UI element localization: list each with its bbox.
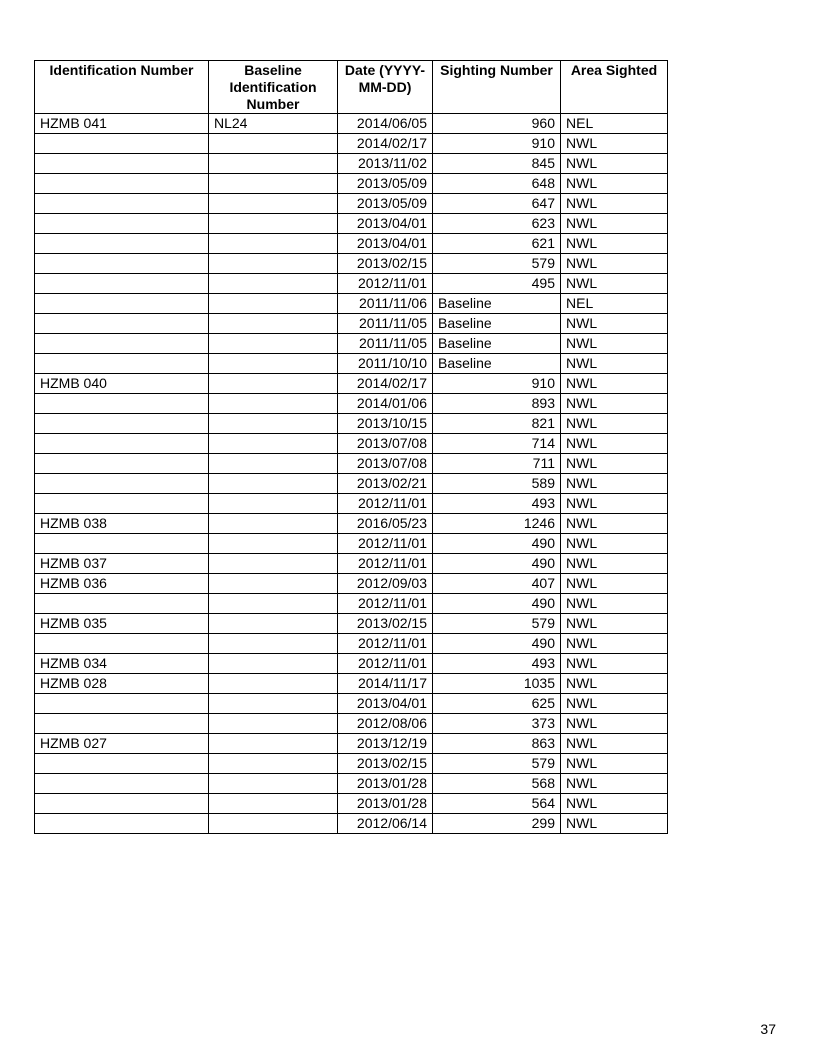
table-row — [35, 274, 668, 294]
table-row — [35, 214, 668, 234]
cell-baseline-id — [209, 594, 338, 614]
cell-sighting-number: 493 — [433, 654, 561, 674]
cell-area-sighted: NWL — [561, 254, 668, 274]
cell-area-sighted: NWL — [561, 794, 668, 814]
cell-date: 2013/02/15 — [338, 254, 433, 274]
cell-area-sighted: NWL — [561, 154, 668, 174]
cell-identification-number — [35, 354, 209, 374]
cell-identification-number — [35, 414, 209, 434]
cell-area-sighted: NWL — [561, 474, 668, 494]
cell-sighting-number: 621 — [433, 234, 561, 254]
cell-baseline-id — [209, 334, 338, 354]
cell-date: 2012/11/01 — [338, 274, 433, 294]
cell-date: 2012/09/03 — [338, 574, 433, 594]
table-row — [35, 154, 668, 174]
table-row — [35, 674, 668, 694]
cell-identification-number — [35, 394, 209, 414]
page-number: 37 — [760, 1021, 776, 1037]
cell-baseline-id — [209, 394, 338, 414]
header-area-sighted: Area Sighted — [561, 61, 668, 114]
cell-area-sighted: NEL — [561, 294, 668, 314]
table-row — [35, 694, 668, 714]
table-row — [35, 194, 668, 214]
cell-date: 2014/01/06 — [338, 394, 433, 414]
cell-date: 2013/01/28 — [338, 794, 433, 814]
table-row — [35, 814, 668, 834]
cell-date: 2013/02/15 — [338, 614, 433, 634]
cell-identification-number — [35, 274, 209, 294]
table-row — [35, 374, 668, 394]
cell-sighting-number: 1246 — [433, 514, 561, 534]
cell-baseline-id — [209, 154, 338, 174]
header-sighting-number: Sighting Number — [433, 61, 561, 114]
cell-baseline-id — [209, 454, 338, 474]
cell-baseline-id — [209, 254, 338, 274]
cell-sighting-number: 564 — [433, 794, 561, 814]
cell-area-sighted: NEL — [561, 114, 668, 134]
cell-area-sighted: NWL — [561, 174, 668, 194]
table-row — [35, 754, 668, 774]
cell-sighting-number: 893 — [433, 394, 561, 414]
cell-sighting-number: 589 — [433, 474, 561, 494]
cell-sighting-number: 714 — [433, 434, 561, 454]
cell-baseline-id — [209, 714, 338, 734]
cell-sighting-number: 407 — [433, 574, 561, 594]
cell-date: 2012/11/01 — [338, 594, 433, 614]
cell-date: 2011/11/06 — [338, 294, 433, 314]
cell-area-sighted: NWL — [561, 334, 668, 354]
cell-date: 2011/11/05 — [338, 314, 433, 334]
table-row — [35, 714, 668, 734]
cell-baseline-id — [209, 774, 338, 794]
cell-identification-number — [35, 774, 209, 794]
cell-sighting-number: 845 — [433, 154, 561, 174]
cell-date: 2016/05/23 — [338, 514, 433, 534]
cell-baseline-id — [209, 214, 338, 234]
table-row — [35, 594, 668, 614]
table-row — [35, 554, 668, 574]
table-row — [35, 474, 668, 494]
cell-identification-number: HZMB 037 — [35, 554, 209, 574]
cell-date: 2013/07/08 — [338, 454, 433, 474]
table-row — [35, 494, 668, 514]
cell-date: 2012/11/01 — [338, 534, 433, 554]
cell-area-sighted: NWL — [561, 714, 668, 734]
cell-baseline-id — [209, 294, 338, 314]
table-row — [35, 354, 668, 374]
cell-identification-number — [35, 494, 209, 514]
cell-date: 2013/04/01 — [338, 234, 433, 254]
cell-baseline-id — [209, 514, 338, 534]
cell-area-sighted: NWL — [561, 654, 668, 674]
cell-sighting-number: 960 — [433, 114, 561, 134]
cell-identification-number: HZMB 035 — [35, 614, 209, 634]
cell-date: 2011/11/05 — [338, 334, 433, 354]
cell-identification-number — [35, 174, 209, 194]
cell-area-sighted: NWL — [561, 234, 668, 254]
cell-baseline-id — [209, 654, 338, 674]
cell-area-sighted: NWL — [561, 394, 668, 414]
cell-identification-number: HZMB 040 — [35, 374, 209, 394]
cell-baseline-id — [209, 734, 338, 754]
cell-sighting-number: 579 — [433, 754, 561, 774]
cell-sighting-number: Baseline — [433, 314, 561, 334]
cell-identification-number — [35, 814, 209, 834]
cell-area-sighted: NWL — [561, 754, 668, 774]
cell-date: 2012/11/01 — [338, 654, 433, 674]
cell-date: 2013/02/15 — [338, 754, 433, 774]
cell-date: 2011/10/10 — [338, 354, 433, 374]
cell-identification-number — [35, 694, 209, 714]
cell-identification-number — [35, 314, 209, 334]
header-date: Date (YYYY-MM-DD) — [338, 61, 433, 114]
table-row — [35, 174, 668, 194]
cell-identification-number — [35, 234, 209, 254]
cell-area-sighted: NWL — [561, 434, 668, 454]
cell-sighting-number: 495 — [433, 274, 561, 294]
cell-baseline-id — [209, 274, 338, 294]
cell-baseline-id — [209, 674, 338, 694]
cell-identification-number — [35, 754, 209, 774]
cell-baseline-id — [209, 474, 338, 494]
cell-baseline-id — [209, 814, 338, 834]
cell-sighting-number: 579 — [433, 614, 561, 634]
cell-identification-number: HZMB 028 — [35, 674, 209, 694]
cell-sighting-number: 623 — [433, 214, 561, 234]
table-row — [35, 774, 668, 794]
cell-identification-number — [35, 254, 209, 274]
cell-area-sighted: NWL — [561, 594, 668, 614]
cell-sighting-number: 299 — [433, 814, 561, 834]
cell-baseline-id — [209, 694, 338, 714]
cell-date: 2014/11/17 — [338, 674, 433, 694]
table-row — [35, 734, 668, 754]
cell-baseline-id — [209, 794, 338, 814]
cell-identification-number — [35, 594, 209, 614]
cell-baseline-id — [209, 754, 338, 774]
cell-sighting-number: 1035 — [433, 674, 561, 694]
cell-sighting-number: 579 — [433, 254, 561, 274]
cell-sighting-number: 490 — [433, 594, 561, 614]
table-row — [35, 794, 668, 814]
cell-identification-number — [35, 454, 209, 474]
cell-date: 2012/11/01 — [338, 554, 433, 574]
cell-date: 2013/02/21 — [338, 474, 433, 494]
cell-identification-number — [35, 334, 209, 354]
table-row — [35, 234, 668, 254]
cell-date: 2013/04/01 — [338, 694, 433, 714]
cell-baseline-id — [209, 554, 338, 574]
cell-sighting-number: 490 — [433, 554, 561, 574]
cell-sighting-number: 373 — [433, 714, 561, 734]
cell-area-sighted: NWL — [561, 454, 668, 474]
cell-baseline-id — [209, 614, 338, 634]
cell-sighting-number: 648 — [433, 174, 561, 194]
cell-baseline-id — [209, 494, 338, 514]
cell-sighting-number: 821 — [433, 414, 561, 434]
cell-area-sighted: NWL — [561, 354, 668, 374]
table-row — [35, 434, 668, 454]
cell-date: 2013/05/09 — [338, 194, 433, 214]
header-identification-number: Identification Number — [35, 61, 209, 114]
cell-sighting-number: 568 — [433, 774, 561, 794]
cell-area-sighted: NWL — [561, 374, 668, 394]
cell-sighting-number: Baseline — [433, 334, 561, 354]
cell-sighting-number: 625 — [433, 694, 561, 714]
cell-baseline-id — [209, 194, 338, 214]
table-body — [35, 114, 668, 834]
cell-sighting-number: 910 — [433, 374, 561, 394]
cell-date: 2012/11/01 — [338, 634, 433, 654]
cell-baseline-id — [209, 354, 338, 374]
cell-identification-number: HZMB 036 — [35, 574, 209, 594]
header-baseline-identification-number: Baseline Identification Number — [209, 61, 338, 114]
cell-identification-number — [35, 154, 209, 174]
cell-baseline-id — [209, 374, 338, 394]
cell-date: 2012/11/01 — [338, 494, 433, 514]
table-header-row — [35, 61, 668, 114]
cell-date: 2013/11/02 — [338, 154, 433, 174]
table-row — [35, 454, 668, 474]
cell-sighting-number: 863 — [433, 734, 561, 754]
cell-sighting-number: Baseline — [433, 354, 561, 374]
table-row — [35, 414, 668, 434]
cell-identification-number — [35, 294, 209, 314]
cell-date: 2014/02/17 — [338, 134, 433, 154]
cell-sighting-number: 493 — [433, 494, 561, 514]
table-row — [35, 114, 668, 134]
cell-identification-number — [35, 134, 209, 154]
cell-date: 2014/06/05 — [338, 114, 433, 134]
cell-date: 2014/02/17 — [338, 374, 433, 394]
cell-area-sighted: NWL — [561, 274, 668, 294]
cell-date: 2013/10/15 — [338, 414, 433, 434]
cell-identification-number: HZMB 041 — [35, 114, 209, 134]
cell-area-sighted: NWL — [561, 734, 668, 754]
cell-identification-number: HZMB 038 — [35, 514, 209, 534]
cell-date: 2012/06/14 — [338, 814, 433, 834]
cell-area-sighted: NWL — [561, 414, 668, 434]
cell-area-sighted: NWL — [561, 514, 668, 534]
table-row — [35, 514, 668, 534]
cell-area-sighted: NWL — [561, 814, 668, 834]
cell-baseline-id — [209, 414, 338, 434]
cell-date: 2013/04/01 — [338, 214, 433, 234]
table-row — [35, 534, 668, 554]
cell-area-sighted: NWL — [561, 634, 668, 654]
cell-sighting-number: 490 — [433, 634, 561, 654]
cell-sighting-number: 490 — [433, 534, 561, 554]
cell-area-sighted: NWL — [561, 314, 668, 334]
table-row — [35, 574, 668, 594]
cell-sighting-number: 711 — [433, 454, 561, 474]
cell-identification-number — [35, 474, 209, 494]
cell-area-sighted: NWL — [561, 134, 668, 154]
cell-date: 2012/08/06 — [338, 714, 433, 734]
cell-area-sighted: NWL — [561, 534, 668, 554]
cell-area-sighted: NWL — [561, 574, 668, 594]
table-row — [35, 394, 668, 414]
cell-baseline-id — [209, 134, 338, 154]
cell-baseline-id — [209, 574, 338, 594]
table-row — [35, 334, 668, 354]
cell-date: 2013/05/09 — [338, 174, 433, 194]
cell-baseline-id — [209, 434, 338, 454]
cell-baseline-id — [209, 314, 338, 334]
cell-identification-number — [35, 434, 209, 454]
cell-area-sighted: NWL — [561, 694, 668, 714]
cell-area-sighted: NWL — [561, 494, 668, 514]
cell-identification-number: HZMB 027 — [35, 734, 209, 754]
cell-date: 2013/12/19 — [338, 734, 433, 754]
table-row — [35, 294, 668, 314]
sightings-table — [34, 60, 668, 834]
table-row — [35, 614, 668, 634]
cell-baseline-id — [209, 634, 338, 654]
cell-baseline-id — [209, 534, 338, 554]
cell-date: 2013/07/08 — [338, 434, 433, 454]
cell-identification-number — [35, 714, 209, 734]
table-row — [35, 314, 668, 334]
cell-identification-number: HZMB 034 — [35, 654, 209, 674]
cell-area-sighted: NWL — [561, 774, 668, 794]
table-row — [35, 654, 668, 674]
cell-sighting-number: 910 — [433, 134, 561, 154]
cell-identification-number — [35, 794, 209, 814]
cell-identification-number — [35, 634, 209, 654]
cell-baseline-id — [209, 234, 338, 254]
cell-area-sighted: NWL — [561, 554, 668, 574]
cell-identification-number — [35, 194, 209, 214]
cell-area-sighted: NWL — [561, 614, 668, 634]
cell-area-sighted: NWL — [561, 194, 668, 214]
cell-baseline-id: NL24 — [209, 114, 338, 134]
cell-sighting-number: Baseline — [433, 294, 561, 314]
table-row — [35, 254, 668, 274]
cell-sighting-number: 647 — [433, 194, 561, 214]
cell-area-sighted: NWL — [561, 214, 668, 234]
cell-date: 2013/01/28 — [338, 774, 433, 794]
cell-identification-number — [35, 214, 209, 234]
table-row — [35, 134, 668, 154]
table-row — [35, 634, 668, 654]
cell-baseline-id — [209, 174, 338, 194]
cell-identification-number — [35, 534, 209, 554]
cell-area-sighted: NWL — [561, 674, 668, 694]
